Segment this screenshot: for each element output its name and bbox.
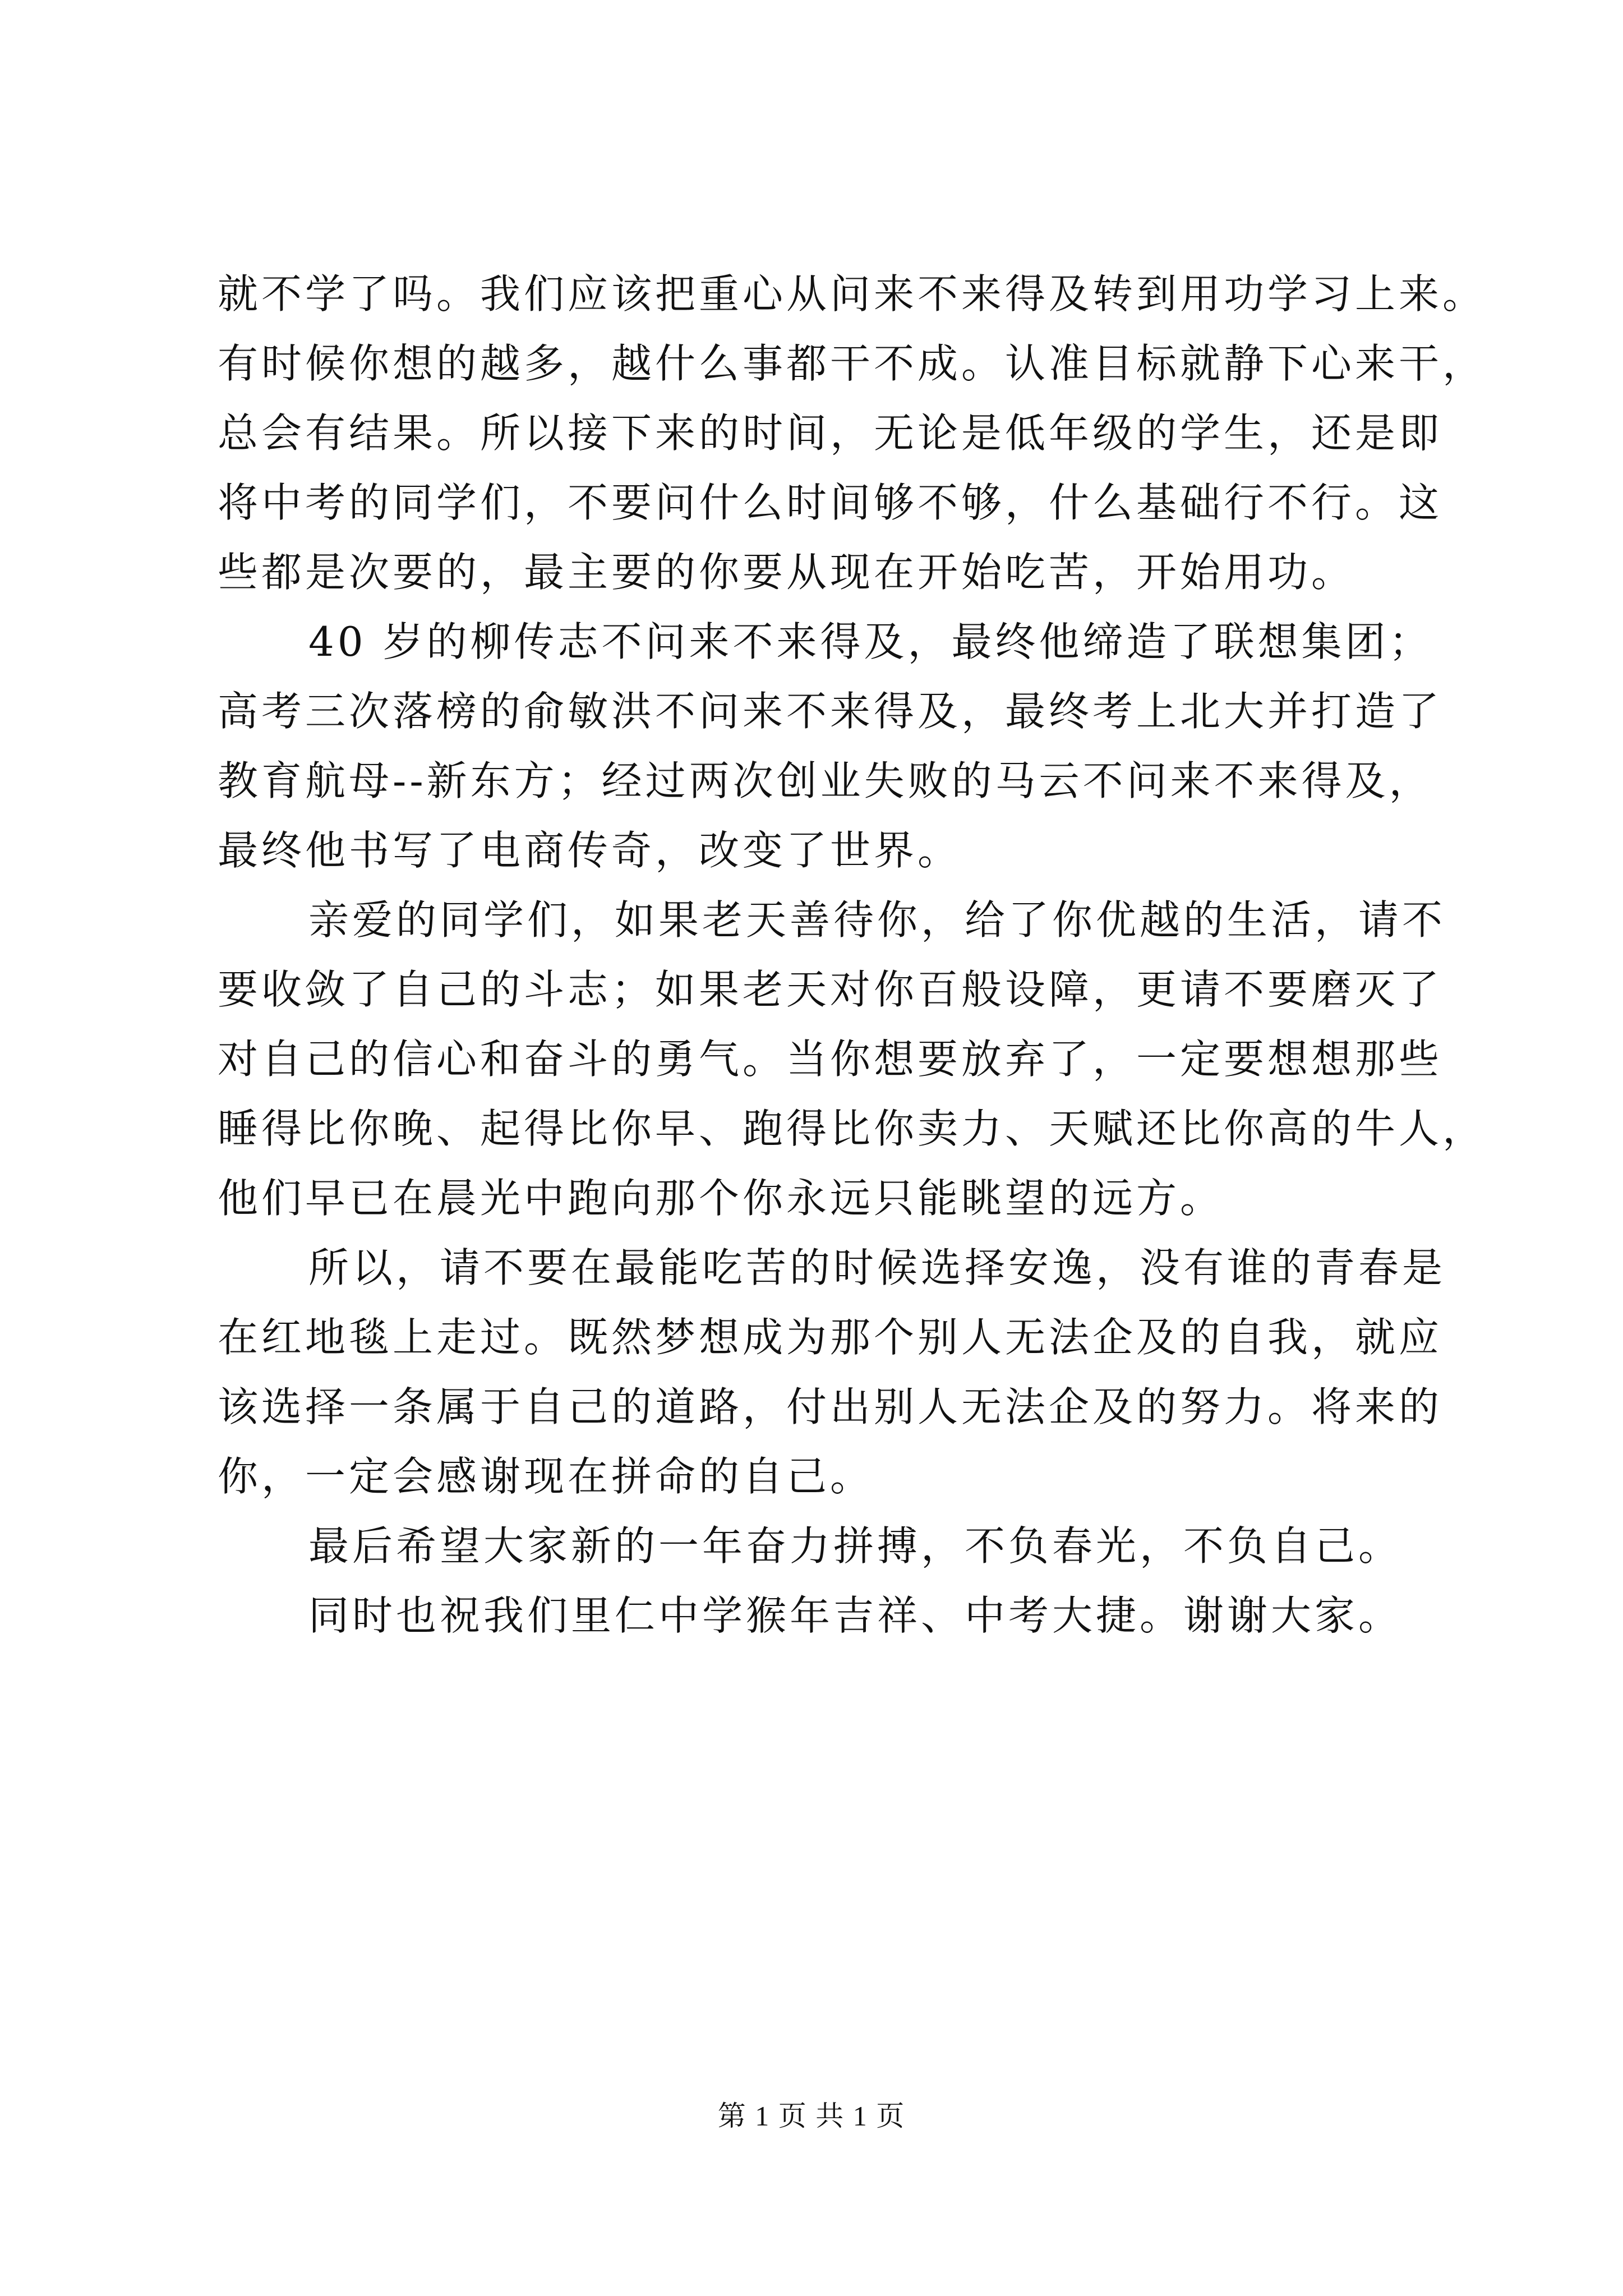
text-line: 些都是次要的，最主要的你要从现在开始吃苦，开始用功。 [218, 549, 1355, 596]
paragraph-start-line: 40 岁的柳传志不问来不来得及，最终他缔造了联想集团； [308, 618, 1433, 665]
paragraph-start-line: 最后希望大家新的一年奋力拼搏，不负春光，不负自己。 [308, 1522, 1403, 1570]
text-line: 对自己的信心和奋斗的勇气。当你想要放弃了，一定要想想那些 [218, 1036, 1443, 1083]
text-line: 教育航母--新东方；经过两次创业失败的马云不问来不来得及， [218, 757, 1433, 804]
text-line: 总会有结果。所以接下来的时间，无论是低年级的学生，还是即 [218, 409, 1443, 457]
text-line: 有时候你想的越多，越什么事都干不成。认准目标就静下心来干， [218, 340, 1487, 387]
text-line: 睡得比你晚、起得比你早、跑得比你卖力、天赋还比你高的牛人， [218, 1105, 1487, 1152]
text-line: 在红地毯上走过。既然梦想成为那个别人无法企及的自我，就应 [218, 1314, 1443, 1361]
paragraph-start-line: 亲爱的同学们，如果老天善待你，给了你优越的生活，请不 [308, 896, 1446, 944]
paragraph-start-line: 同时也祝我们里仁中学猴年吉祥、中考大捷。谢谢大家。 [308, 1592, 1403, 1639]
paragraph-start-line: 所以，请不要在最能吃苦的时候选择安逸，没有谁的青春是 [308, 1244, 1446, 1291]
text-line: 将中考的同学们，不要问什么时间够不够，什么基础行不行。这 [218, 479, 1443, 526]
text-line: 高考三次落榜的俞敏洪不问来不来得及，最终考上北大并打造了 [218, 688, 1443, 735]
text-line: 最终他书写了电商传奇，改变了世界。 [218, 827, 962, 874]
text-line: 你，一定会感谢现在拼命的自己。 [218, 1453, 874, 1500]
page-number-footer: 第 1 页 共 1 页 [717, 2100, 906, 2132]
document-body [218, 259, 1487, 1650]
text-line: 要收敛了自己的斗志；如果老天对你百般设障，更请不要磨灭了 [218, 966, 1443, 1013]
text-line: 他们早已在晨光中跑向那个你永远只能眺望的远方。 [218, 1175, 1224, 1222]
text-line: 就不学了吗。我们应该把重心从问来不来得及转到用功学习上来。 [218, 270, 1487, 318]
text-line: 该选择一条属于自己的道路，付出别人无法企及的努力。将来的 [218, 1383, 1443, 1430]
